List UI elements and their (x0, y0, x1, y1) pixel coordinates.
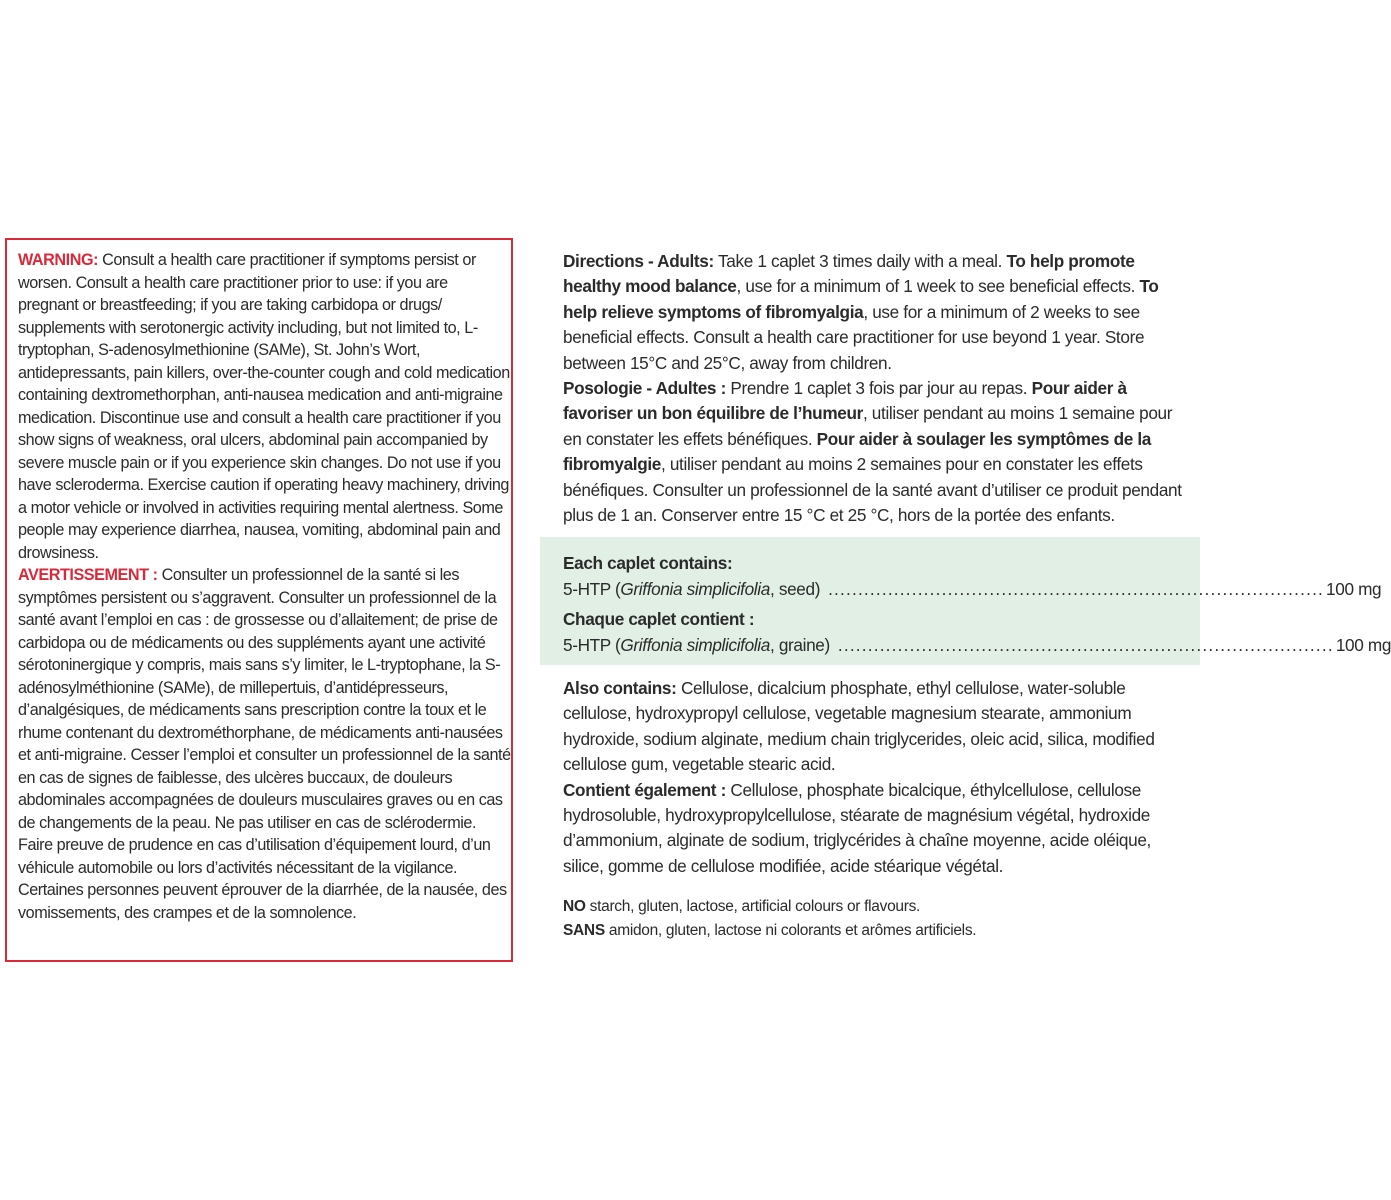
caplet-en-amount: 100 mg (1326, 579, 1382, 599)
free-from-fr-text: amidon, gluten, lactose ni colorants et arômes artificiels. (604, 922, 977, 939)
warning-en-text: Consult a health care practitioner if symptoms persist or worsen. Consult a health care practitioner prior to use: if you are pregnant or breastfeeding; if you are taking carbidopa or drugs/ supplements with serotonergic activity including, but not limited to, L-tryptophan, S-adenosylmethionine (SAMe), St. John’s Wort, antidepressants, pain killers, over-the-counter cough and cold medication containing dextromethorphan, anti-nausea medication and anti-migraine medication. Discontinue use and consult a health care practitioner if you show signs of weakness, oral ulcers, abdominal pain accompanied by severe muscle pain or if you experience skin changes. Do not use if you have scleroderma. Exercise caution if operating heavy machinery, driving a motor vehicle or involved in activities requiring mental alertness. Some people may experience diarrhea, nausea, vomiting, abdominal pain and drowsiness. (18, 251, 510, 562)
ingredients-en (563, 676, 1183, 778)
caplet-fr-ingredient (563, 632, 830, 658)
directions-en-text3: , use for a minimum of 2 weeks to see beneficial effects. Consult a health care practitioner for use beyond 1 year. Store between 15°C and 25°C, away from children. (563, 301, 1145, 373)
free-from-section (563, 895, 1183, 943)
ingredients-fr (563, 778, 1183, 880)
free-from-en (563, 895, 1183, 919)
caplet-fr-prefix: 5-HTP ( (563, 635, 621, 655)
directions-fr-text2: , utiliser pendant au moins 1 semaine pour en constater les effets bénéfiques. (563, 403, 1173, 449)
directions-fr-label: Posologie - Adultes : (563, 378, 726, 399)
warning-fr-text: Consulter un professionnel de la santé si les symptômes persistent ou s’aggravent. Consulter un professionnel de la santé avant l’emploi en cas : de grossesse ou d’allaitement; de prise de carbidopa ou de médicaments ou des suppléments ayant une activité sérotoninergique y compris, mais sans s’y limiter, le L-tryptophane, la S-adénosylméthionine (SAMe), de millepertuis, d’antidépresseurs, d’analgésiques, de médicaments sans prescription contre la toux et le rhume contenant du dextrométhorphane, de médicaments anti-nausées et anti-migraine. Cesser l’emploi et consulter un professionnel de la santé en cas de signes de faiblesse, des ulcères buccaux, de douleurs abdominales accompagnées de douleurs musculaires graves ou en cas de changements de la peau. Ne pas utiliser en cas de sclérodermie. Faire preuve de prudence en cas d’utilisation d’équipement lourd, d’un véhicule automobile ou lors d’activités nécessitant de la vigilance. Certaines personnes peuvent éprouver de la diarrhée, de la nausée, des vomissements, des crampes et de la somnolence. (18, 566, 511, 922)
free-from-en-label: NO (563, 898, 586, 915)
directions-fr-text1: Prendre 1 caplet 3 fois par jour au repas. (725, 378, 1032, 399)
ingredients-en-text: Cellulose, dicalcium phosphate, ethyl cellulose, water-soluble cellulose, hydroxypropyl cellulose, vegetable magnesium stearate, ammonium hydroxide, sodium alginate, medium chain triglycerides, oleic acid, silica, modified cellulose gum, vegetable stearic acid. (563, 678, 1155, 775)
warning-box (5, 238, 513, 962)
caplet-fr-suffix: , graine) (769, 635, 830, 655)
directions-en-label: Directions - Adults: (563, 251, 714, 271)
directions-fr (563, 376, 1183, 528)
ingredients-en-label: Also contains: (563, 678, 677, 698)
caplet-en-suffix: , seed) (769, 579, 821, 599)
ingredients-fr-label: Contient également : (563, 779, 726, 800)
directions-fr-bold2: Pour aider à soulager les symptômes de la fibromyalgie (563, 428, 1151, 475)
caplet-fr-row (563, 632, 1391, 658)
caplet-fr-amount: 100 mg (1335, 635, 1391, 655)
caplet-fr-leader-dots: ................................................................................... (837, 635, 1334, 655)
warning-en (18, 249, 511, 564)
ingredients-fr-text: Cellulose, phosphate bicalcique, éthylcellulose, cellulose hydrosoluble, hydroxypropylcellulose, stéarate de magnésium végétal, hydroxide d’ammonium, alginate de sodium, triglycérides à chaîne moyenne, acide oléique, silice, gomme de cellulose modifiée, acide stéarique végétal. (563, 779, 1151, 876)
caplet-en-latin: Griffonia simplicifolia (620, 579, 770, 599)
caplet-fr-heading: Chaque caplet contient : (563, 609, 755, 629)
free-from-en-text: starch, gluten, lactose, artificial colours or flavours. (585, 898, 921, 915)
free-from-fr (563, 919, 1183, 943)
caplet-en-prefix: 5-HTP ( (563, 579, 621, 599)
caplet-en-row (563, 576, 1382, 602)
ingredients-section (563, 676, 1183, 879)
warning-fr-label: AVERTISSEMENT : (18, 566, 158, 584)
directions-en-bold1: To help promote healthy mood balance (563, 251, 1135, 297)
caplet-contents (563, 550, 1391, 658)
free-from-fr-label: SANS (563, 922, 605, 939)
directions-en-text1: Take 1 caplet 3 times daily with a meal. (713, 251, 1007, 271)
directions-fr-text3: , utiliser pendant au moins 2 semaines pour en constater les effets bénéfiques. Consulter un professionnel de la santé avant d’utiliser ce produit pendant plus de 1 an. Conserver entre 15 °C et 25 °C, hors de la portée des enfants. (563, 454, 1182, 526)
directions-fr-bold1: Pour aider à favoriser un bon équilibre de l’humeur (563, 378, 1127, 424)
warning-en-label: WARNING: (18, 251, 99, 269)
warning-fr (18, 564, 511, 924)
directions-en-bold2: To help relieve symptoms of fibromyalgia (563, 276, 1159, 322)
caplet-en-ingredient (563, 576, 820, 602)
caplet-en-leader-dots: ................................................................................... (828, 579, 1325, 599)
caplet-fr-latin: Griffonia simplicifolia (620, 635, 770, 655)
directions-en (563, 249, 1183, 376)
directions-section (563, 249, 1183, 528)
caplet-en-heading: Each caplet contains: (563, 553, 733, 573)
directions-en-text2: , use for a minimum of 1 week to see beneficial effects. (736, 276, 1140, 297)
